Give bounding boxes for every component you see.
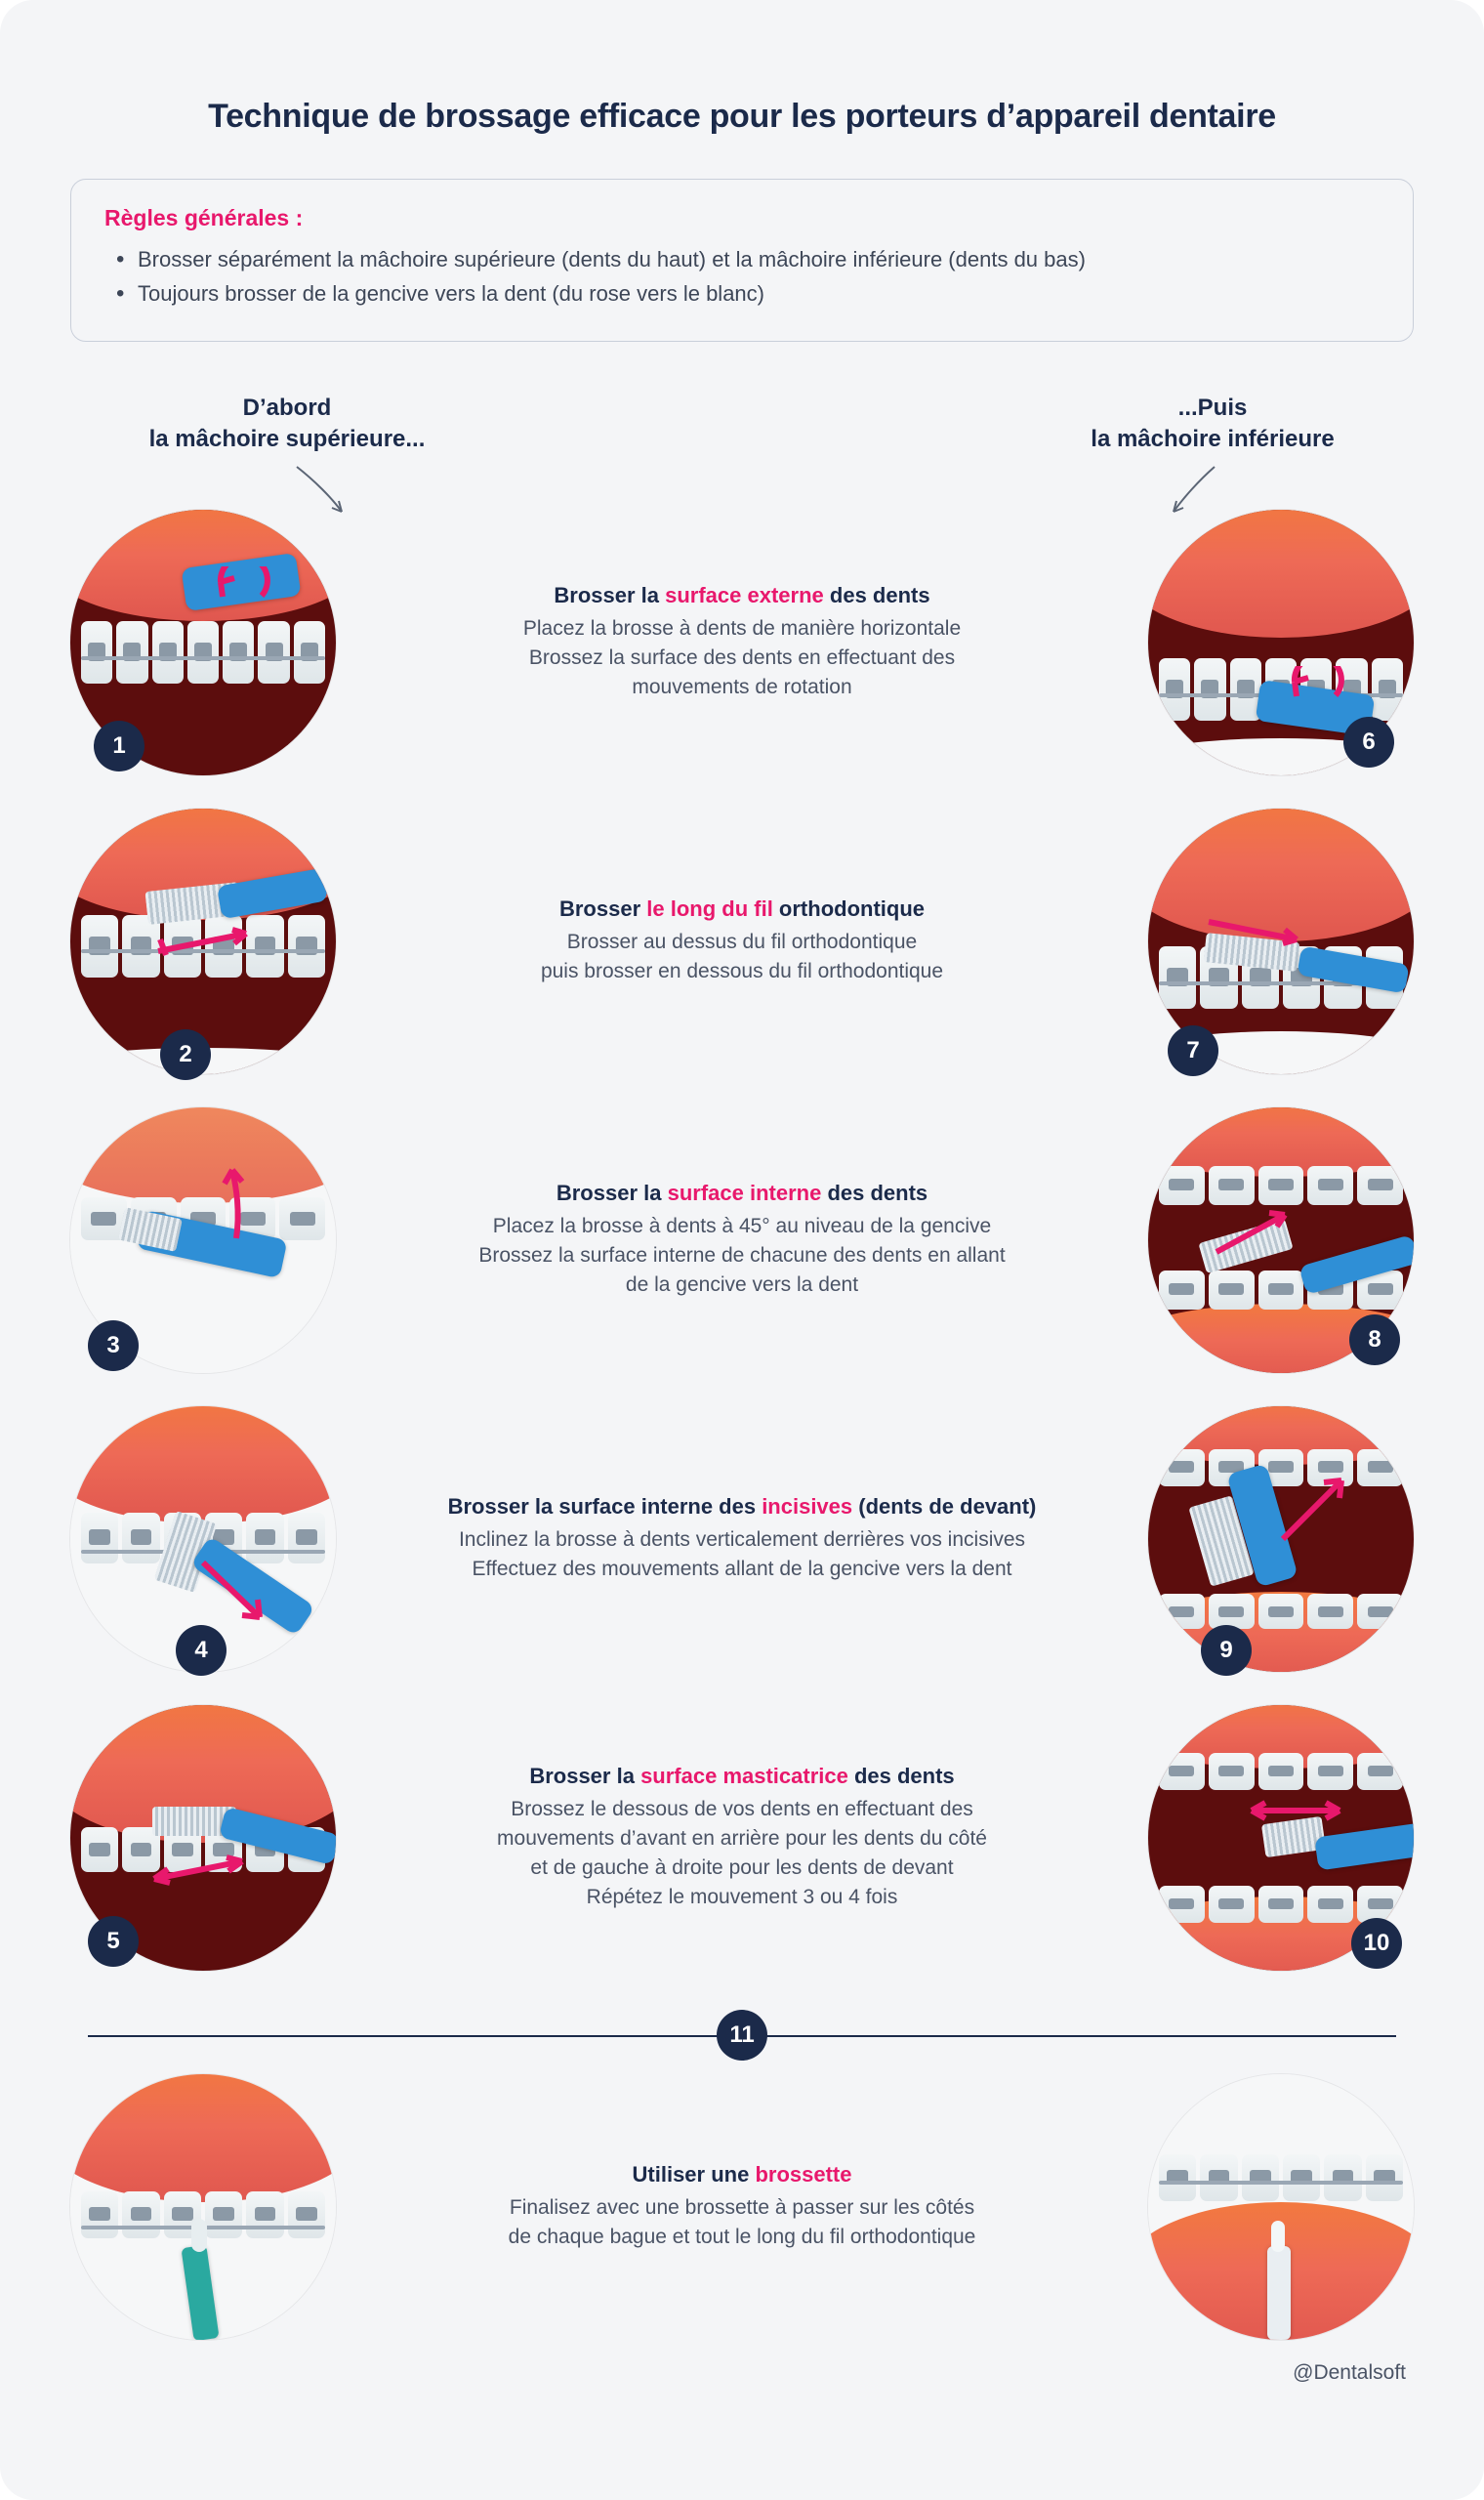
step-badge: 3 xyxy=(88,1320,139,1371)
footer-handle: @Dentalsoft xyxy=(1293,2361,1406,2384)
step-title: Brosser la surface externe des dents xyxy=(554,583,930,608)
step-title: Brosser la surface interne des dents xyxy=(556,1181,928,1206)
brush-direction-arrow-icon xyxy=(1203,910,1310,953)
step-photo-11-right xyxy=(1148,2074,1414,2340)
step-badge: 10 xyxy=(1351,1918,1402,1969)
step-photo-2 xyxy=(70,809,336,1074)
lower-jaw-heading-line2: la mâchoire inférieure xyxy=(1091,425,1335,452)
step-photo-7 xyxy=(1148,809,1414,1074)
step-photo-8 xyxy=(1148,1107,1414,1373)
step-photo-11-left xyxy=(70,2074,336,2340)
up-right-arrow-icon xyxy=(1273,1467,1361,1555)
step-title: Utiliser une brossette xyxy=(632,2162,852,2188)
lower-jaw-heading xyxy=(1008,393,1418,455)
step-body: Inclinez la brosse à dents verticalement derrières vos incisives Effectuez des mouvements allant de la gencive vers la dent xyxy=(458,1528,1026,1580)
column-headings xyxy=(70,393,1414,506)
step-photo-6 xyxy=(1148,510,1414,775)
step-row-2 xyxy=(70,809,1414,1074)
step-body: Finalisez avec une brossette à passer sur les côtés de chaque bague et tout le long du fil orthodontique xyxy=(508,2196,976,2248)
step-caption-2 xyxy=(379,896,1105,986)
list-item: • Toujours brosser de la gencive vers la dent (du rose vers le blanc) xyxy=(104,277,1380,310)
list-item: • Brosser séparément la mâchoire supérieure (dents du haut) et la mâchoire inférieure (dents du bas) xyxy=(104,243,1380,275)
step-badge: 11 xyxy=(717,2010,767,2061)
step-row-4 xyxy=(70,1406,1414,1672)
general-rules-heading: Règles générales : xyxy=(104,205,304,230)
step-photo-5 xyxy=(70,1705,336,1971)
upper-jaw-heading-line2: la mâchoire supérieure... xyxy=(148,425,426,452)
interdental-brush-icon xyxy=(1267,2246,1291,2340)
step-badge: 2 xyxy=(160,1029,211,1080)
lower-jaw-heading-line1: ...Puis xyxy=(1177,395,1248,421)
step-badge: 6 xyxy=(1343,717,1394,768)
step-row-11 xyxy=(70,2074,1414,2340)
step-photo-10 xyxy=(1148,1705,1414,1971)
step-photo-1 xyxy=(70,510,336,775)
step-caption-11 xyxy=(379,2162,1105,2252)
upper-jaw-heading xyxy=(82,393,492,455)
brush-direction-arrow-icon xyxy=(1207,1197,1304,1266)
back-and-forth-arrow-icon xyxy=(1238,1787,1355,1830)
step-body: Placez la brosse à dents de manière horizontale Brossez la surface des dents en effectuant des mouvements de rotation xyxy=(522,617,962,698)
steps-container xyxy=(70,510,1414,2340)
step-row-3 xyxy=(70,1107,1414,1373)
step-badge: 5 xyxy=(88,1916,139,1967)
brush-direction-arrow-icon xyxy=(152,922,260,965)
step-photo-4 xyxy=(70,1406,336,1672)
up-curved-arrow-icon xyxy=(207,1162,262,1244)
upper-jaw-heading-line1: D’abord xyxy=(242,395,332,421)
step-caption-1 xyxy=(379,583,1105,701)
step-photo-3 xyxy=(70,1107,336,1373)
step-title: Brosser la surface interne des incisives (dents de devant) xyxy=(447,1494,1037,1520)
step-row-5 xyxy=(70,1705,1414,1971)
step-title: Brosser le long du fil orthodontique xyxy=(558,896,925,922)
page-title: Technique de brossage efficace pour les porteurs d’appareil dentaire xyxy=(208,98,1276,135)
final-step-divider xyxy=(70,2004,1414,2066)
step-caption-4 xyxy=(379,1494,1105,1584)
step-caption-3 xyxy=(379,1181,1105,1299)
rotation-arrow-icon xyxy=(1279,666,1349,725)
step-caption-5 xyxy=(379,1764,1105,1911)
step-badge: 8 xyxy=(1349,1314,1400,1365)
rotation-arrow-icon xyxy=(205,566,275,625)
step-row-1 xyxy=(70,510,1414,775)
step-badge: 7 xyxy=(1168,1025,1218,1076)
step-badge: 9 xyxy=(1201,1625,1252,1676)
step-photo-9 xyxy=(1148,1406,1414,1672)
step-badge: 4 xyxy=(176,1625,227,1676)
general-rules-box xyxy=(70,179,1414,342)
general-rules-list xyxy=(104,243,1380,310)
back-and-forth-arrow-icon xyxy=(141,1850,258,1893)
step-body: Brosser au dessus du fil orthodontique puis brosser en dessous du fil orthodontique xyxy=(540,931,944,982)
step-body: Placez la brosse à dents à 45° au niveau de la gencive Brossez la surface interne de chacune des dents en allant de la gencive vers la dent xyxy=(478,1215,1006,1296)
step-body: Brossez le dessous de vos dents en effectuant des mouvements d’avant en arrière pour les dents du côté et de gauche à droite pour les dents de devant Répétez le mouvement 3 ou 4 fois xyxy=(497,1798,987,1908)
step-title: Brosser la surface masticatrice des dents xyxy=(529,1764,955,1789)
step-badge: 1 xyxy=(94,721,144,771)
